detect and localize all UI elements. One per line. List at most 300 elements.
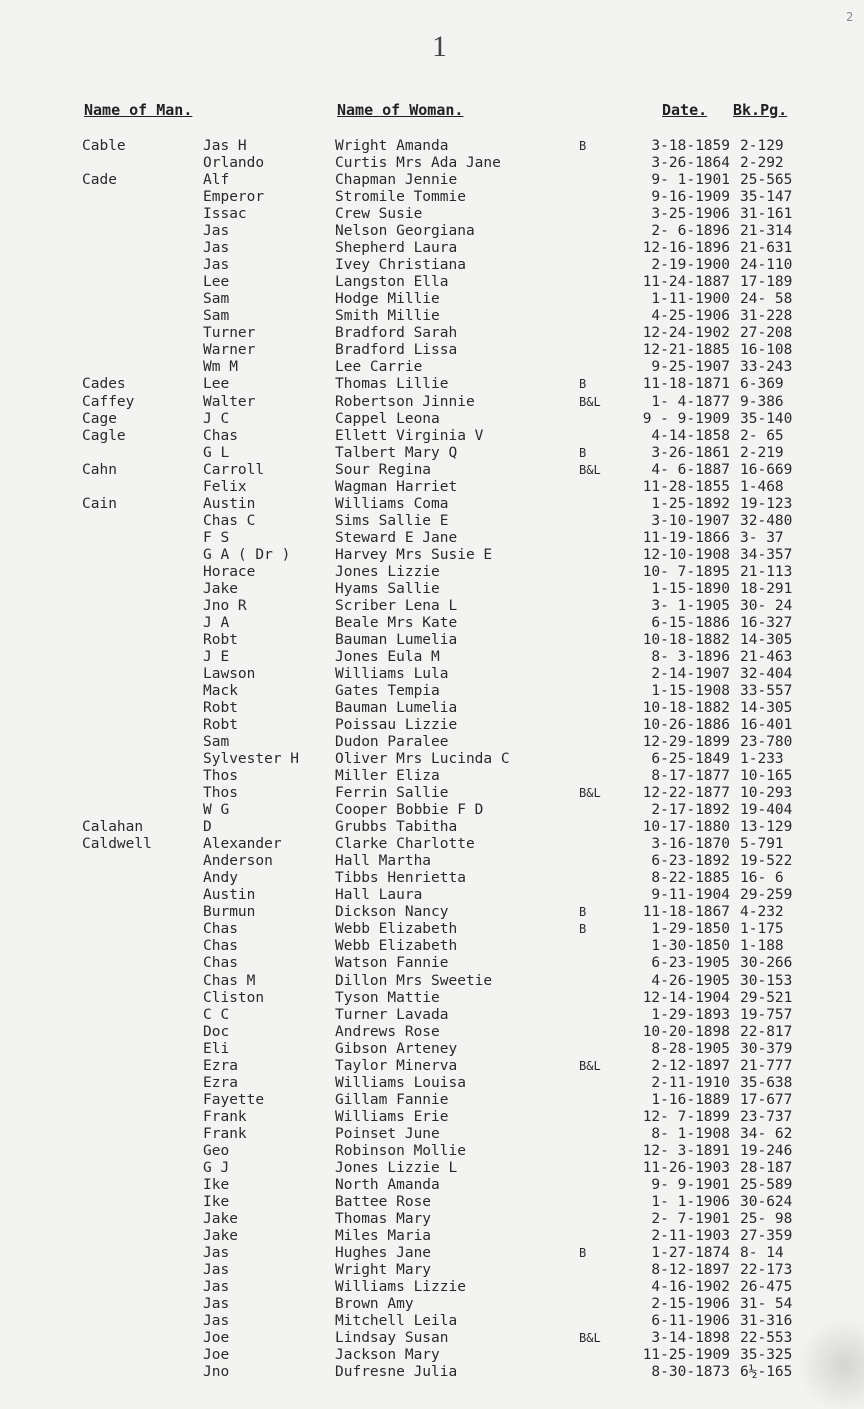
date-cell: 10-18-1882: [642, 700, 730, 716]
record-row: [0, 308, 864, 325]
given-name-cell: Orlando: [203, 155, 265, 171]
date-cell: 3-16-1870: [651, 836, 730, 853]
date-cell: 4-25-1906: [651, 308, 730, 325]
woman-name-cell: Wagman Harriet: [335, 478, 458, 495]
book-page-cell: 29-259: [740, 887, 793, 904]
book-page-cell: 17-677: [740, 1091, 793, 1108]
given-name-cell: Alf: [203, 172, 230, 189]
date-cell: 3-10-1907: [651, 512, 730, 529]
record-row: [0, 291, 864, 308]
book-page-cell: 30-266: [740, 955, 793, 972]
book-page-cell: 22-553: [740, 1330, 793, 1347]
date-cell: 2-19-1900: [651, 257, 730, 274]
given-name-cell: Sylvester H: [203, 751, 300, 768]
record-row: [0, 1364, 864, 1381]
date-cell: 11-25-1909: [642, 1347, 730, 1364]
record-row: [0, 1177, 864, 1194]
given-name-cell: Andy: [203, 870, 238, 887]
record-row: [0, 1041, 864, 1058]
woman-name-cell: Smith Millie: [335, 308, 440, 325]
date-cell: 2-14-1907: [651, 665, 730, 682]
record-row: [0, 785, 864, 802]
woman-name-cell: Poinset June: [335, 1125, 440, 1142]
book-page-cell: 30-153: [740, 972, 793, 989]
record-row: [0, 479, 864, 496]
record-row: [0, 904, 864, 921]
date-cell: 11-18-1867: [642, 904, 730, 921]
woman-name-cell: Harvey Mrs Susie E: [335, 546, 493, 563]
given-name-cell: J C: [203, 410, 230, 427]
header-date: Date.: [662, 101, 708, 119]
date-cell: 8-17-1877: [651, 768, 730, 785]
date-cell: 12-21-1885: [642, 342, 730, 359]
given-name-cell: Jas: [203, 1313, 230, 1330]
book-page-cell: 33-557: [740, 683, 793, 699]
record-row: [0, 666, 864, 683]
record-row: [0, 1279, 864, 1296]
date-cell: 6-25-1849: [651, 751, 730, 768]
woman-name-cell: Dudon Paralee: [335, 734, 449, 751]
book-page-cell: 17-189: [740, 274, 793, 291]
given-name-cell: Ike: [203, 1176, 230, 1193]
note-cell: B: [579, 905, 587, 920]
date-cell: 8- 1-1908: [651, 1125, 730, 1142]
date-cell: 12-14-1904: [642, 989, 730, 1006]
woman-name-cell: Jones Lizzie: [335, 563, 440, 580]
given-name-cell: Lawson: [203, 665, 256, 682]
woman-name-cell: Miller Eliza: [335, 768, 440, 785]
given-name-cell: Turner: [203, 325, 256, 342]
date-cell: 1-25-1892: [651, 495, 730, 512]
book-page-cell: 29-521: [740, 989, 793, 1006]
book-page-cell: 24-110: [740, 257, 793, 274]
woman-name-cell: Tibbs Henrietta: [335, 870, 466, 887]
book-page-cell: 21-314: [740, 223, 793, 240]
given-name-cell: Robt: [203, 717, 238, 733]
woman-name-cell: Thomas Lillie: [335, 376, 449, 393]
given-name-cell: Joe: [203, 1347, 230, 1364]
date-cell: 10- 7-1895: [642, 563, 730, 580]
woman-name-cell: Taylor Minerva: [335, 1057, 458, 1074]
given-name-cell: Doc: [203, 1023, 230, 1040]
record-row: [0, 564, 864, 581]
given-name-cell: Lee: [203, 274, 230, 291]
given-name-cell: Jas: [203, 1279, 230, 1295]
book-page-cell: 16-327: [740, 614, 793, 631]
surname-cell: Cable: [82, 138, 126, 154]
date-cell: 4-14-1858: [651, 427, 730, 444]
woman-name-cell: Hyams Sallie: [335, 580, 440, 597]
woman-name-cell: Hall Martha: [335, 853, 432, 870]
record-row: [0, 853, 864, 870]
given-name-cell: Lee: [203, 376, 230, 393]
given-name-cell: Jas: [203, 257, 230, 274]
given-name-cell: J E: [203, 648, 230, 665]
date-cell: 9-25-1907: [651, 359, 730, 376]
woman-name-cell: Wright Mary: [335, 1262, 432, 1278]
woman-name-cell: Langston Ella: [335, 274, 449, 291]
woman-name-cell: Gillam Fannie: [335, 1091, 449, 1108]
woman-name-cell: Nelson Georgiana: [335, 223, 475, 240]
record-row: [0, 206, 864, 223]
woman-name-cell: Shepherd Laura: [335, 240, 458, 257]
book-page-cell: 9-386: [740, 393, 784, 410]
book-page-cell: 2-219: [740, 444, 784, 461]
woman-name-cell: Miles Maria: [335, 1227, 432, 1244]
record-row: [0, 359, 864, 376]
woman-name-cell: Hall Laura: [335, 887, 423, 904]
date-cell: 1-27-1874: [651, 1245, 730, 1261]
book-page-cell: 19-757: [740, 1006, 793, 1023]
record-row: [0, 223, 864, 240]
woman-name-cell: Wright Amanda: [335, 138, 449, 154]
given-name-cell: Emperor: [203, 189, 265, 206]
woman-name-cell: Webb Elizabeth: [335, 938, 458, 955]
book-page-cell: 1-233: [740, 751, 784, 768]
note-cell: B: [579, 922, 587, 937]
given-name-cell: Jas: [203, 1262, 230, 1278]
date-cell: 6-23-1905: [651, 955, 730, 972]
woman-name-cell: Stromile Tommie: [335, 189, 466, 206]
book-page-cell: 2- 65: [740, 427, 784, 444]
woman-name-cell: Williams Coma: [335, 495, 449, 512]
woman-name-cell: Ellett Virginia V: [335, 427, 484, 444]
book-page-cell: 18-291: [740, 580, 793, 597]
given-name-cell: J A: [203, 614, 230, 631]
given-name-cell: Mack: [203, 683, 238, 699]
record-row: [0, 870, 864, 887]
given-name-cell: Sam: [203, 734, 230, 751]
date-cell: 12-22-1877: [642, 785, 730, 802]
book-page-cell: 16- 6: [740, 870, 784, 887]
woman-name-cell: Talbert Mary Q: [335, 444, 458, 461]
date-cell: 9-16-1909: [651, 189, 730, 206]
given-name-cell: F S: [203, 529, 230, 546]
record-row: [0, 1143, 864, 1160]
corner-mark: 2: [846, 10, 854, 24]
given-name-cell: Jno: [203, 1364, 230, 1381]
given-name-cell: Geo: [203, 1142, 230, 1159]
woman-name-cell: Dufresne Julia: [335, 1364, 458, 1381]
given-name-cell: Austin: [203, 887, 256, 904]
book-page-cell: 32-480: [740, 512, 793, 529]
date-cell: 8- 3-1896: [651, 648, 730, 665]
book-page-cell: 24- 58: [740, 291, 793, 308]
record-row: [0, 257, 864, 274]
book-page-cell: 6-369: [740, 376, 784, 393]
given-name-cell: C C: [203, 1006, 230, 1023]
book-page-cell: 1-175: [740, 921, 784, 938]
record-row: [0, 836, 864, 853]
record-row: [0, 700, 864, 717]
book-page-cell: 31-161: [740, 206, 793, 223]
woman-name-cell: Dickson Nancy: [335, 904, 449, 921]
date-cell: 3-25-1906: [651, 206, 730, 223]
record-row: [0, 155, 864, 172]
given-name-cell: Burmun: [203, 904, 256, 921]
record-row: [0, 394, 864, 411]
given-name-cell: Jas H: [203, 138, 247, 154]
given-name-cell: Thos: [203, 768, 238, 785]
surname-cell: Caldwell: [82, 836, 152, 853]
date-cell: 12-24-1902: [642, 325, 730, 342]
woman-name-cell: Clarke Charlotte: [335, 836, 475, 853]
woman-name-cell: Turner Lavada: [335, 1006, 449, 1023]
record-row: [0, 938, 864, 955]
surname-cell: Caffey: [82, 393, 135, 410]
book-page-cell: 14-305: [740, 700, 793, 716]
date-cell: 9- 1-1901: [651, 172, 730, 189]
date-cell: 2- 6-1896: [651, 223, 730, 240]
woman-name-cell: Thomas Mary: [335, 1210, 432, 1227]
woman-name-cell: Poissau Lizzie: [335, 717, 458, 733]
book-page-cell: 10-293: [740, 785, 793, 802]
woman-name-cell: Williams Lizzie: [335, 1279, 466, 1295]
woman-name-cell: Robertson Jinnie: [335, 393, 475, 410]
date-cell: 1-15-1908: [651, 683, 730, 699]
record-row: [0, 138, 864, 155]
date-cell: 1-29-1893: [651, 1006, 730, 1023]
paper-stain: [800, 1300, 864, 1409]
record-row: [0, 768, 864, 785]
book-page-cell: 4-232: [740, 904, 784, 921]
given-name-cell: Jake: [203, 1210, 238, 1227]
given-name-cell: Anderson: [203, 853, 273, 870]
given-name-cell: Fayette: [203, 1091, 265, 1108]
date-cell: 4-26-1905: [651, 972, 730, 989]
record-row: [0, 445, 864, 462]
date-cell: 3-18-1859: [651, 138, 730, 154]
date-cell: 12- 7-1899: [642, 1108, 730, 1125]
given-name-cell: Chas: [203, 427, 238, 444]
record-row: [0, 496, 864, 513]
book-page-cell: 25-589: [740, 1176, 793, 1193]
record-row: [0, 1126, 864, 1143]
woman-name-cell: Lindsay Susan: [335, 1330, 449, 1347]
given-name-cell: Austin: [203, 495, 256, 512]
book-page-cell: 28-187: [740, 1159, 793, 1176]
record-row: [0, 632, 864, 649]
record-row: [0, 1245, 864, 1262]
book-page-cell: 31-228: [740, 308, 793, 325]
woman-name-cell: Brown Amy: [335, 1296, 414, 1312]
book-page-cell: 19-246: [740, 1142, 793, 1159]
woman-name-cell: Bradford Lissa: [335, 342, 458, 359]
woman-name-cell: Williams Louisa: [335, 1074, 466, 1091]
given-name-cell: Ike: [203, 1193, 230, 1210]
given-name-cell: Jake: [203, 580, 238, 597]
date-cell: 12- 3-1891: [642, 1142, 730, 1159]
date-cell: 4- 6-1887: [651, 461, 730, 478]
woman-name-cell: Bauman Lumelia: [335, 700, 458, 716]
book-page-cell: 3- 37: [740, 529, 784, 546]
given-name-cell: Chas: [203, 938, 238, 955]
date-cell: 2-17-1892: [651, 802, 730, 819]
date-cell: 3- 1-1905: [651, 597, 730, 614]
record-row: [0, 649, 864, 666]
woman-name-cell: Steward E Jane: [335, 529, 458, 546]
given-name-cell: Robt: [203, 631, 238, 648]
date-cell: 11-28-1855: [642, 478, 730, 495]
record-row: [0, 376, 864, 393]
record-row: [0, 1007, 864, 1024]
record-row: [0, 973, 864, 990]
given-name-cell: Jno R: [203, 597, 247, 614]
given-name-cell: G A ( Dr ): [203, 546, 291, 563]
header-book-page: Bk.Pg.: [733, 101, 788, 119]
record-row: [0, 1296, 864, 1313]
book-page-cell: 16-669: [740, 461, 793, 478]
date-cell: 11-24-1887: [642, 274, 730, 291]
given-name-cell: Sam: [203, 308, 230, 325]
book-page-cell: 27-359: [740, 1227, 793, 1244]
woman-name-cell: Sims Sallie E: [335, 512, 449, 529]
woman-name-cell: Oliver Mrs Lucinda C: [335, 751, 510, 768]
given-name-cell: Ezra: [203, 1074, 238, 1091]
given-name-cell: Eli: [203, 1040, 230, 1057]
woman-name-cell: Beale Mrs Kate: [335, 614, 458, 631]
woman-name-cell: Cappel Leona: [335, 410, 440, 427]
record-row: [0, 189, 864, 206]
book-page-cell: 34-357: [740, 546, 793, 563]
woman-name-cell: Ivey Christiana: [335, 257, 466, 274]
record-row: [0, 1228, 864, 1245]
woman-name-cell: Chapman Jennie: [335, 172, 458, 189]
book-page-cell: 30- 24: [740, 597, 793, 614]
date-cell: 1-16-1889: [651, 1091, 730, 1108]
record-row: [0, 411, 864, 428]
book-page-cell: 21-631: [740, 240, 793, 257]
woman-name-cell: Gates Tempia: [335, 683, 440, 699]
book-page-cell: 25-565: [740, 172, 793, 189]
date-cell: 8-28-1905: [651, 1040, 730, 1057]
given-name-cell: W G: [203, 802, 230, 819]
record-row: [0, 598, 864, 615]
given-name-cell: Walter: [203, 393, 256, 410]
surname-cell: Cage: [82, 410, 117, 427]
note-cell: B: [579, 1246, 587, 1260]
given-name-cell: Chas M: [203, 972, 256, 989]
record-row: [0, 581, 864, 598]
book-page-cell: 35-140: [740, 410, 793, 427]
date-cell: 10-20-1898: [642, 1023, 730, 1040]
book-page-cell: 35-638: [740, 1074, 793, 1091]
note-cell: B: [579, 377, 587, 392]
woman-name-cell: Tyson Mattie: [335, 989, 440, 1006]
record-row: [0, 615, 864, 632]
surname-cell: Cahn: [82, 461, 117, 478]
woman-name-cell: Bradford Sarah: [335, 325, 458, 342]
date-cell: 9 - 9-1909: [642, 410, 730, 427]
record-row: [0, 751, 864, 768]
date-cell: 6-11-1906: [651, 1313, 730, 1330]
woman-name-cell: Jackson Mary: [335, 1347, 440, 1364]
date-cell: 12-16-1896: [642, 240, 730, 257]
record-row: [0, 530, 864, 547]
book-page-cell: 27-208: [740, 325, 793, 342]
record-row: [0, 1211, 864, 1228]
given-name-cell: Frank: [203, 1108, 247, 1125]
date-cell: 10-17-1880: [642, 819, 730, 836]
record-row: [0, 717, 864, 734]
book-page-cell: 1-468: [740, 478, 784, 495]
surname-cell: Cades: [82, 376, 126, 393]
woman-name-cell: Robinson Mollie: [335, 1142, 466, 1159]
book-page-cell: 5-791: [740, 836, 784, 853]
book-page-cell: 6½-165: [740, 1364, 793, 1381]
date-cell: 1-29-1850: [651, 921, 730, 938]
woman-name-cell: Watson Fannie: [335, 955, 449, 972]
book-page-cell: 22-173: [740, 1262, 793, 1278]
record-row: [0, 1347, 864, 1364]
date-cell: 1-15-1890: [651, 580, 730, 597]
book-page-cell: 1-188: [740, 938, 784, 955]
date-cell: 1- 4-1877: [651, 393, 730, 410]
given-name-cell: Cliston: [203, 989, 265, 1006]
woman-name-cell: Williams Lula: [335, 665, 449, 682]
book-page-cell: 2-292: [740, 155, 784, 171]
record-row: [0, 1024, 864, 1041]
book-page-cell: 16-401: [740, 717, 793, 733]
woman-name-cell: Williams Erie: [335, 1108, 449, 1125]
book-page-cell: 16-108: [740, 342, 793, 359]
date-cell: 3-26-1864: [651, 155, 730, 171]
note-cell: B: [579, 139, 587, 153]
given-name-cell: Sam: [203, 291, 230, 308]
given-name-cell: Jas: [203, 1245, 230, 1261]
book-page-cell: 10-165: [740, 768, 793, 785]
record-row: [0, 1262, 864, 1279]
date-cell: 1- 1-1906: [651, 1193, 730, 1210]
date-cell: 4-16-1902: [651, 1279, 730, 1295]
woman-name-cell: Scriber Lena L: [335, 597, 458, 614]
given-name-cell: Warner: [203, 342, 256, 359]
woman-name-cell: Gibson Arteney: [335, 1040, 458, 1057]
given-name-cell: Frank: [203, 1125, 247, 1142]
record-row: [0, 819, 864, 836]
woman-name-cell: Lee Carrie: [335, 359, 423, 376]
date-cell: 8-12-1897: [651, 1262, 730, 1278]
date-cell: 6-23-1892: [651, 853, 730, 870]
given-name-cell: Thos: [203, 785, 238, 802]
given-name-cell: Felix: [203, 478, 247, 495]
given-name-cell: Carroll: [203, 461, 265, 478]
given-name-cell: Jas: [203, 240, 230, 257]
record-row: [0, 683, 864, 700]
book-page-cell: 21-777: [740, 1057, 793, 1074]
book-page-cell: 34- 62: [740, 1125, 793, 1142]
record-row: [0, 513, 864, 530]
date-cell: 11-19-1866: [642, 529, 730, 546]
woman-name-cell: North Amanda: [335, 1176, 440, 1193]
record-row: [0, 1330, 864, 1347]
given-name-cell: Horace: [203, 563, 256, 580]
woman-name-cell: Dillon Mrs Sweetie: [335, 972, 493, 989]
record-row: [0, 921, 864, 938]
record-row: [0, 990, 864, 1007]
book-page-cell: 35-147: [740, 189, 793, 206]
given-name-cell: Alexander: [203, 836, 282, 853]
note-cell: B&L: [579, 1058, 601, 1073]
woman-name-cell: Ferrin Sallie: [335, 785, 449, 802]
date-cell: 11-26-1903: [642, 1159, 730, 1176]
given-name-cell: Jas: [203, 223, 230, 240]
book-page-cell: 21-463: [740, 648, 793, 665]
given-name-cell: G J: [203, 1159, 230, 1176]
date-cell: 2- 7-1901: [651, 1210, 730, 1227]
date-cell: 8-30-1873: [651, 1364, 730, 1381]
book-page-cell: 33-243: [740, 359, 793, 376]
